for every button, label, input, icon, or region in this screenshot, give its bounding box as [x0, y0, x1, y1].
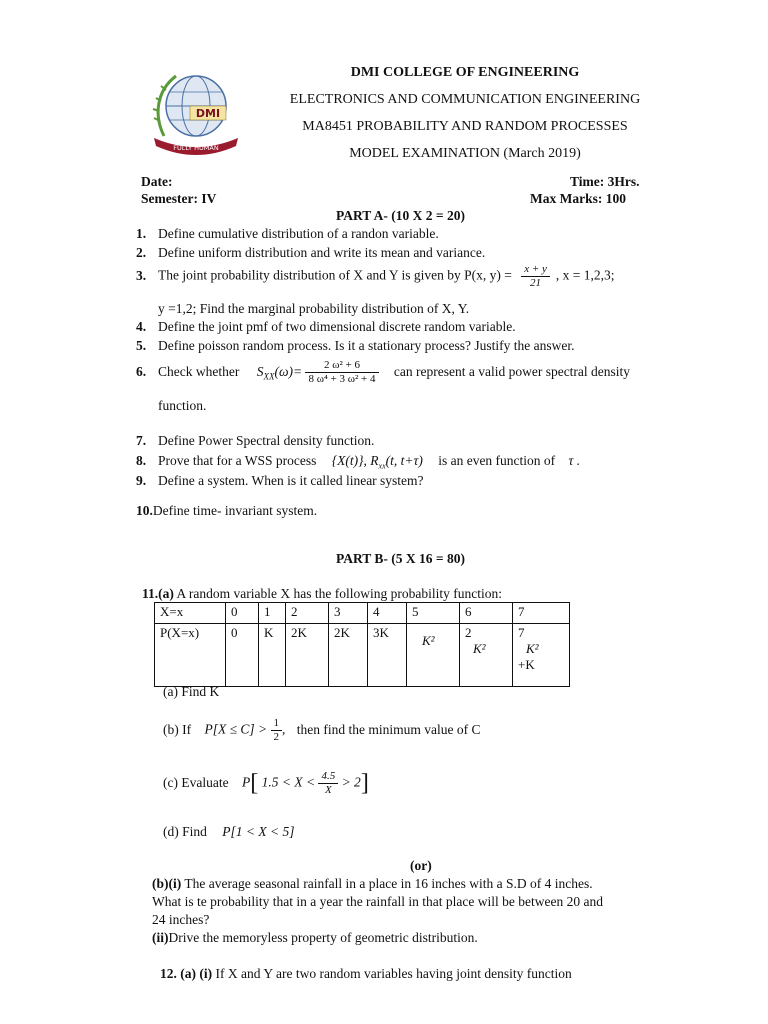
- table-cell: 7 K² +K: [513, 624, 570, 687]
- question-6-line2: function.: [158, 398, 207, 413]
- part-a-title: PART A- (10 X 2 = 20): [336, 208, 465, 223]
- comma: ,: [282, 721, 286, 737]
- question-11b-line2: What is te probability that in a year the rainfall in that place will be between 20 and: [152, 894, 603, 909]
- question-11a: [142, 586, 502, 602]
- question-number: 2.: [136, 245, 147, 260]
- table-cell: 5: [407, 603, 460, 624]
- date-label: Date:: [141, 174, 173, 189]
- college-logo: [146, 66, 246, 162]
- sub-label: (d) Find: [163, 824, 207, 839]
- table-cell: K: [259, 624, 286, 687]
- question-3: [136, 263, 615, 290]
- question-number: 5.: [136, 338, 147, 353]
- question-3-line2: y =1,2; Find the marginal probability distribution of X, Y.: [158, 301, 470, 316]
- table-cell: 2 K²: [460, 624, 513, 687]
- question-2: [136, 245, 485, 261]
- question-number: 12. (a) (i): [160, 966, 213, 981]
- question-number: 7.: [136, 433, 147, 448]
- table-cell: 0: [226, 603, 259, 624]
- question-8: [136, 453, 580, 471]
- question-number: 3.: [136, 267, 147, 283]
- math-expression: P[1 < X < 5]: [222, 824, 295, 839]
- question-6: [136, 359, 630, 386]
- math-expression: P[X ≤ C] >: [204, 721, 268, 737]
- sub-label: (c) Evaluate: [163, 774, 229, 790]
- question-text: Define a system. When is it called linear system?: [158, 473, 424, 488]
- question-11b-line1: [152, 876, 593, 892]
- sub-text: then find the minimum value of C: [296, 721, 481, 737]
- question-number: 9.: [136, 473, 147, 488]
- question-number: 8.: [136, 453, 147, 468]
- table-cell: X=x: [155, 603, 226, 624]
- probability-table: [154, 602, 570, 687]
- question-number: (ii): [152, 930, 169, 945]
- question-text: A random variable X has the following probability function:: [176, 586, 502, 601]
- semester-label: Semester: IV: [141, 191, 217, 206]
- table-cell: 3: [329, 603, 368, 624]
- question-text: Define poisson random process. Is it a stationary process? Justify the answer.: [158, 338, 575, 353]
- question-11b-line3: 24 inches?: [152, 912, 210, 927]
- question-text: The joint probability distribution of X and Y is given by P(x, y) =: [158, 267, 512, 283]
- fraction: $\frac{4.5}{X}$: [318, 770, 338, 797]
- question-7: [136, 433, 374, 449]
- question-12a: [160, 966, 572, 982]
- fraction: $\frac{1}{2}$: [271, 717, 283, 744]
- question-text: Drive the memoryless property of geometric distribution.: [168, 930, 478, 945]
- table-cell: K²: [407, 624, 460, 687]
- question-text: Define Power Spectral density function.: [158, 433, 375, 448]
- course-title: MA8451 PROBABILITY AND RANDOM PROCESSES: [302, 119, 628, 134]
- table-cell: 2K: [329, 624, 368, 687]
- sub-question-c: (c) Evaluate P[ 1.5 < X < $\frac{4.5}{X}$ > 2]: [163, 770, 369, 796]
- table-cell: 2K: [286, 624, 329, 687]
- question-text: Prove that for a WSS process: [158, 453, 317, 468]
- logo-emblem-text: DMI: [195, 107, 221, 120]
- table-cell: 7: [513, 603, 570, 624]
- part-b-title: PART B- (5 X 16 = 80): [336, 551, 465, 566]
- question-number: 6.: [136, 363, 147, 379]
- table-cell: 4: [368, 603, 407, 624]
- question-10: [136, 503, 317, 519]
- question-text: Define time- invariant system.: [152, 503, 318, 518]
- question-11b-ii: [152, 930, 478, 946]
- math-expression: P: [241, 774, 251, 790]
- question-text: Check whether: [158, 363, 240, 379]
- question-text: Define uniform distribution and write its mean and variance.: [158, 245, 486, 260]
- college-name: DMI COLLEGE OF ENGINEERING: [350, 65, 580, 80]
- table-cell: 0: [226, 624, 259, 687]
- department-name: ELECTRONICS AND COMMUNICATION ENGINEERING: [289, 92, 641, 107]
- question-number: 11.(a): [142, 586, 174, 601]
- table-cell: 1: [259, 603, 286, 624]
- question-9: [136, 473, 424, 489]
- psd-expression: $S_{XX}(\omega)=$: [256, 363, 303, 382]
- sub-question-b: [163, 717, 481, 744]
- question-4: [136, 319, 516, 335]
- question-number: 10.: [136, 503, 153, 518]
- question-number: 4.: [136, 319, 147, 334]
- logo-ribbon-text: FULLY HUMAN: [173, 144, 219, 152]
- question-text: The average seasonal rainfall in a place in 16 inches with a S.D of 4 inches.: [184, 876, 593, 891]
- question-text-tail: , x = 1,2,3;: [555, 267, 615, 283]
- time-label: Time: 3Hrs.: [570, 174, 640, 189]
- wss-expression: {X(t)}, $R_{xx}(t$, t+τ): [331, 453, 423, 471]
- math-expression: 1.5 < X <: [261, 774, 316, 790]
- or-separator: (or): [410, 858, 432, 873]
- question-5: [136, 338, 575, 354]
- table-cell: 6: [460, 603, 513, 624]
- table-row: [155, 624, 570, 687]
- table-cell: P(X=x): [155, 624, 226, 687]
- psd-fraction: $\frac{\text{2 ω² + 6}}{\text{8 ω⁴ + 3 ω² + 4}}$: [305, 359, 378, 386]
- question-text: Define the joint pmf of two dimensional discrete random variable.: [158, 319, 516, 334]
- exam-title: MODEL EXAMINATION (March 2019): [349, 146, 581, 161]
- question-text: Define cumulative distribution of a randon variable.: [158, 226, 439, 241]
- question-number: (b)(i): [152, 876, 182, 891]
- question-text-tail: can represent a valid power spectral density: [393, 363, 631, 379]
- sub-question-a: (a) Find K: [163, 684, 220, 699]
- math-expression: > 2: [341, 774, 361, 790]
- fraction: $\frac{x + y}{21}$: [521, 263, 550, 290]
- sub-question-d: [163, 824, 294, 840]
- table-cell: 3K: [368, 624, 407, 687]
- question-1: [136, 226, 439, 242]
- max-marks-label: Max Marks: 100: [530, 191, 626, 206]
- table-row: [155, 603, 570, 624]
- question-text-tail: is an even function of: [438, 453, 556, 468]
- question-text: If X and Y are two random variables having joint density function: [215, 966, 572, 981]
- question-number: 1.: [136, 226, 147, 241]
- sub-label: (b) If: [163, 721, 192, 737]
- tau-symbol: τ .: [568, 453, 581, 468]
- table-cell: 2: [286, 603, 329, 624]
